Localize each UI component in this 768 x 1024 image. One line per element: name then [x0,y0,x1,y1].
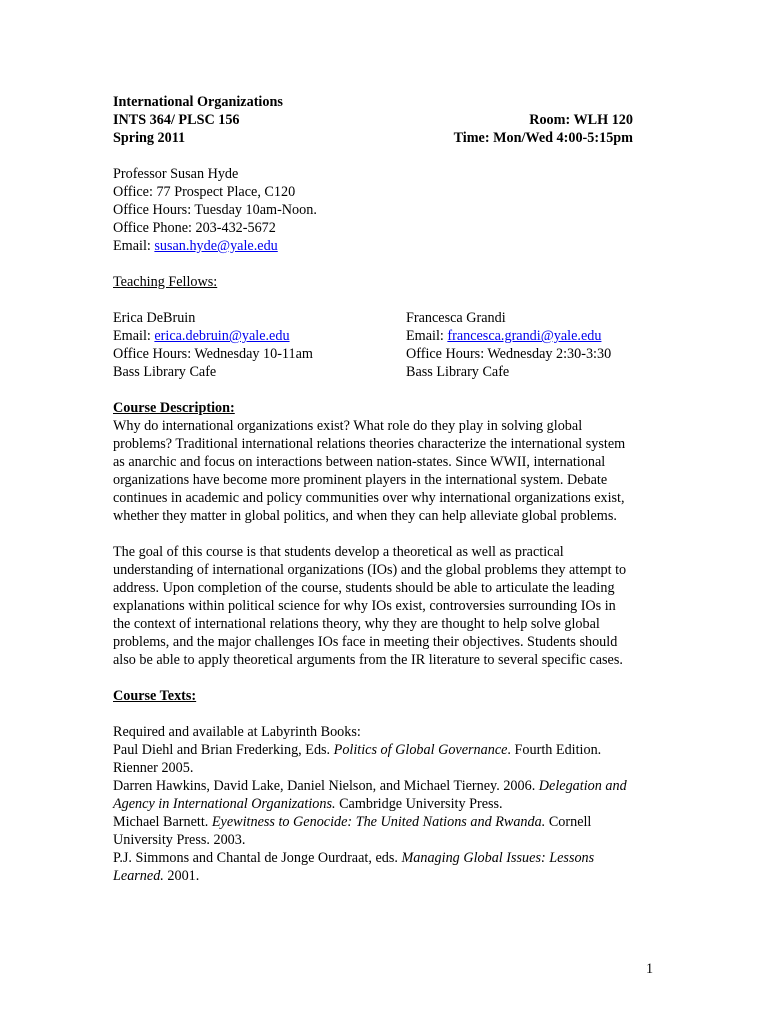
header-row-term [113,129,633,147]
spacer [113,705,633,723]
fellow-location: Bass Library Cafe [406,364,510,380]
book-entry [113,849,633,885]
room: Room: WLH 120 [529,112,633,128]
professor-office: Office: 77 Prospect Place, C120 [113,184,296,200]
fellow-erica [113,309,406,381]
fellow-email-line [406,327,633,345]
page-number: 1 [646,961,654,977]
fellow-name: Erica DeBruin [113,310,196,326]
fellow-office-hours: Office Hours: Wednesday 2:30-3:30 [406,346,612,362]
fellow-email-link[interactable]: francesca.grandi@yale.edu [447,328,602,344]
professor-phone: Office Phone: 203-432-5672 [113,220,276,236]
course-title: International Organizations [113,94,283,110]
spacer [113,147,633,165]
term: Spring 2011 [113,130,186,146]
email-label: Email: [113,328,155,344]
book-authors: Michael Barnett. [113,814,212,830]
professor-email-link[interactable]: susan.hyde@yale.edu [154,238,278,254]
book-details: Cornell University Press. 2003. [113,814,592,848]
fellow-location: Bass Library Cafe [113,364,217,380]
spacer [113,525,633,543]
teaching-fellows-heading: Teaching Fellows: [113,274,218,290]
book-details: Cambridge University Press. [335,796,503,812]
course-texts-heading: Course Texts: [113,688,197,704]
teaching-fellows-list [113,309,633,381]
professor-office-hours: Office Hours: Tuesday 10am-Noon. [113,202,317,218]
spacer [113,291,633,309]
book-authors: Paul Diehl and Brian Frederking, Eds. [113,742,334,758]
book-details: 2001. [163,868,200,884]
book-title: Delegation and Agency in International Organizations. [113,778,627,812]
book-entry [113,777,633,813]
fellow-name: Francesca Grandi [406,310,506,326]
email-label: Email: [406,328,448,344]
book-entry [113,813,633,849]
class-time: Time: Mon/Wed 4:00-5:15pm [453,130,633,146]
syllabus-content [113,93,633,885]
fellow-office-hours: Office Hours: Wednesday 10-11am [113,346,313,362]
spacer [113,669,633,687]
course-code: INTS 364/ PLSC 156 [113,112,240,128]
professor-name: Professor Susan Hyde [113,166,239,182]
book-title: Politics of Global Governance [333,742,508,758]
book-details: . Fourth Edition. Rienner 2005. [113,742,602,776]
book-authors: P.J. Simmons and Chantal de Jonge Ourdraat, eds. [113,850,402,866]
book-title: Managing Global Issues: Lessons Learned. [113,850,595,884]
fellow-francesca [406,309,633,381]
book-authors: Darren Hawkins, David Lake, Daniel Nielson, and Michael Tierney. 2006. [113,778,539,794]
course-texts-intro: Required and available at Labyrinth Books: [113,724,361,740]
fellow-email-link[interactable]: erica.debruin@yale.edu [154,328,290,344]
course-description-paragraph-2: The goal of this course is that students develop a theoretical as well as practical understanding of international organizations (IOs) and the global problems they attempt to address. Upon completion of the course, students should be able to articulate the leading explanations within political science for why IOs exist, controversies surrounding IOs in the context of international relations theory, why they are thought to help solve global problems, and the major challenges IOs face in meeting their objectives. Students should also be able to apply theoretical arguments from the IR literature to several specific cases. [113,544,627,668]
spacer [113,381,633,399]
header-row-code [113,111,633,129]
fellow-email-line [113,327,406,345]
book-entry [113,741,633,777]
book-title: Eyewitness to Genocide: The United Nations and Rwanda. [211,814,546,830]
course-description-paragraph-1: Why do international organizations exist? What role do they play in solving global problems? Traditional international relations theories characterize the international system as anarchic and focus on interactions between nation-states. Since WWII, international organizations have become more prominent players in the international system. Debate continues in academic and policy communities over why international organizations exist, whether they matter in global politics, and when they can help alleviate global problems. [113,418,626,524]
spacer [113,255,633,273]
email-label: Email: [113,238,155,254]
course-description-heading: Course Description: [113,400,235,416]
professor-email-line [113,237,633,255]
